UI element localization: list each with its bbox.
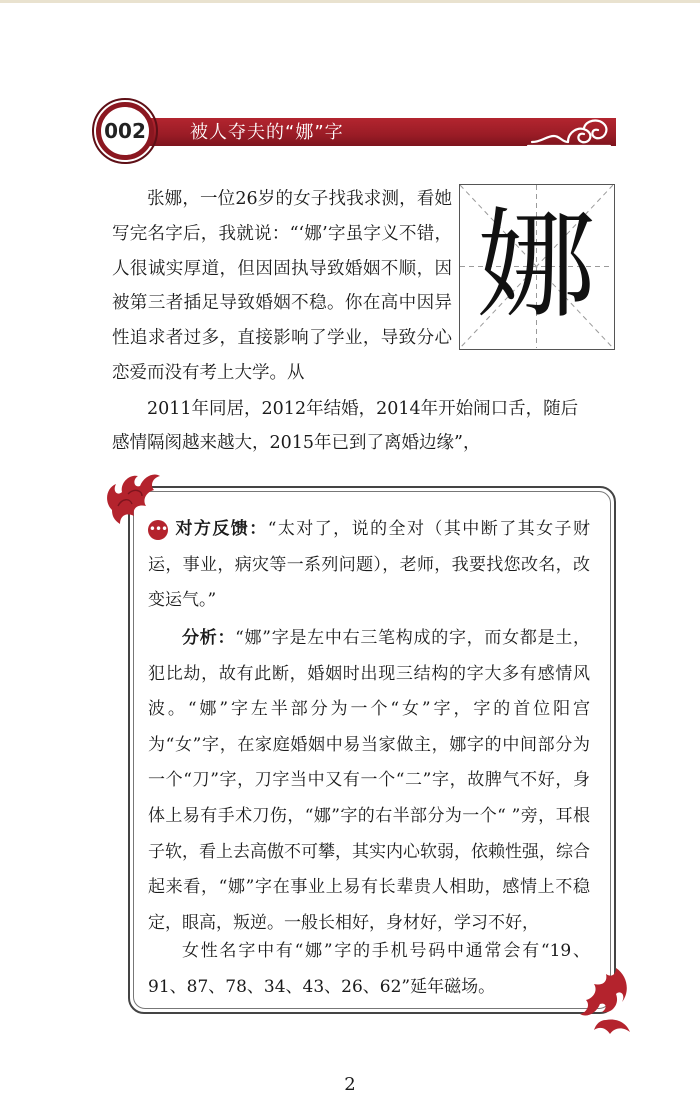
intro-paragraph: 张娜，一位26岁的女子找我求测，看她写完名字后，我就说：“‘娜’字虽字义不错，人很诚实厚道，但因固执导致婚姻不顺，因被第三者插足导致婚姻不稳。你在高中因异性追求者过多，直接影响了学业，导致分心恋爱而没有考上大学。从 bbox=[112, 189, 452, 383]
cloud-ornament-icon bbox=[524, 112, 614, 152]
chapter-number: 002 bbox=[104, 119, 146, 143]
feedback-label: 对方反馈： bbox=[174, 519, 268, 539]
analysis-text: “娜”字是左中右三笔构成的字，而女都是土，犯比劫，故有此断，婚姻时出现三结构的字大多有感情风波。“娜”字左半部分为一个“女”字，字的首位阳宫为“女”字，在家庭婚姻中易当家做主，娜字的中间部分为一个“刀”字，刀字当中又有一个“二”字，故脾气不好，身体上易有手术刀伤，“娜”字的右半部分为一个“ ”旁，耳根子软，看上去高傲不可攀，其实内心软弱，依赖性强，综合起来看，“娜”字在事业上易有长辈贵人相助，感情上不稳定，眼高，叛逆。一般长相好，身材好，学习不好， bbox=[148, 628, 590, 933]
speech-dots-icon: ••• bbox=[148, 520, 168, 540]
character-grid-box bbox=[459, 184, 615, 350]
timeline-paragraph: 2011年同居，2012年结婚，2014年开始闹口舌，随后感情隔阂越来越大，2015年已到了离婚边缘”， bbox=[112, 399, 579, 453]
chapter-title: 被人夺夫的“娜”字 bbox=[190, 122, 344, 143]
chapter-header bbox=[94, 98, 616, 162]
feedback-text: “太对了，说的全对（其中断了其女子财运，事业，病灾等一系列问题），老师，我要找您改名，改变运气。” bbox=[148, 519, 590, 611]
analysis-label: 分析： bbox=[182, 628, 236, 648]
feedback-paragraph bbox=[148, 512, 590, 619]
top-rule bbox=[0, 0, 700, 3]
analysis-paragraph bbox=[148, 621, 590, 941]
character-glyph: 娜 bbox=[477, 196, 596, 334]
page-number: 2 bbox=[344, 1074, 356, 1095]
phone-number-paragraph: 女性名字中有“娜”字的手机号码中通常会有“19、91、87、78、34、43、26、62”延年磁场。 bbox=[148, 941, 590, 997]
